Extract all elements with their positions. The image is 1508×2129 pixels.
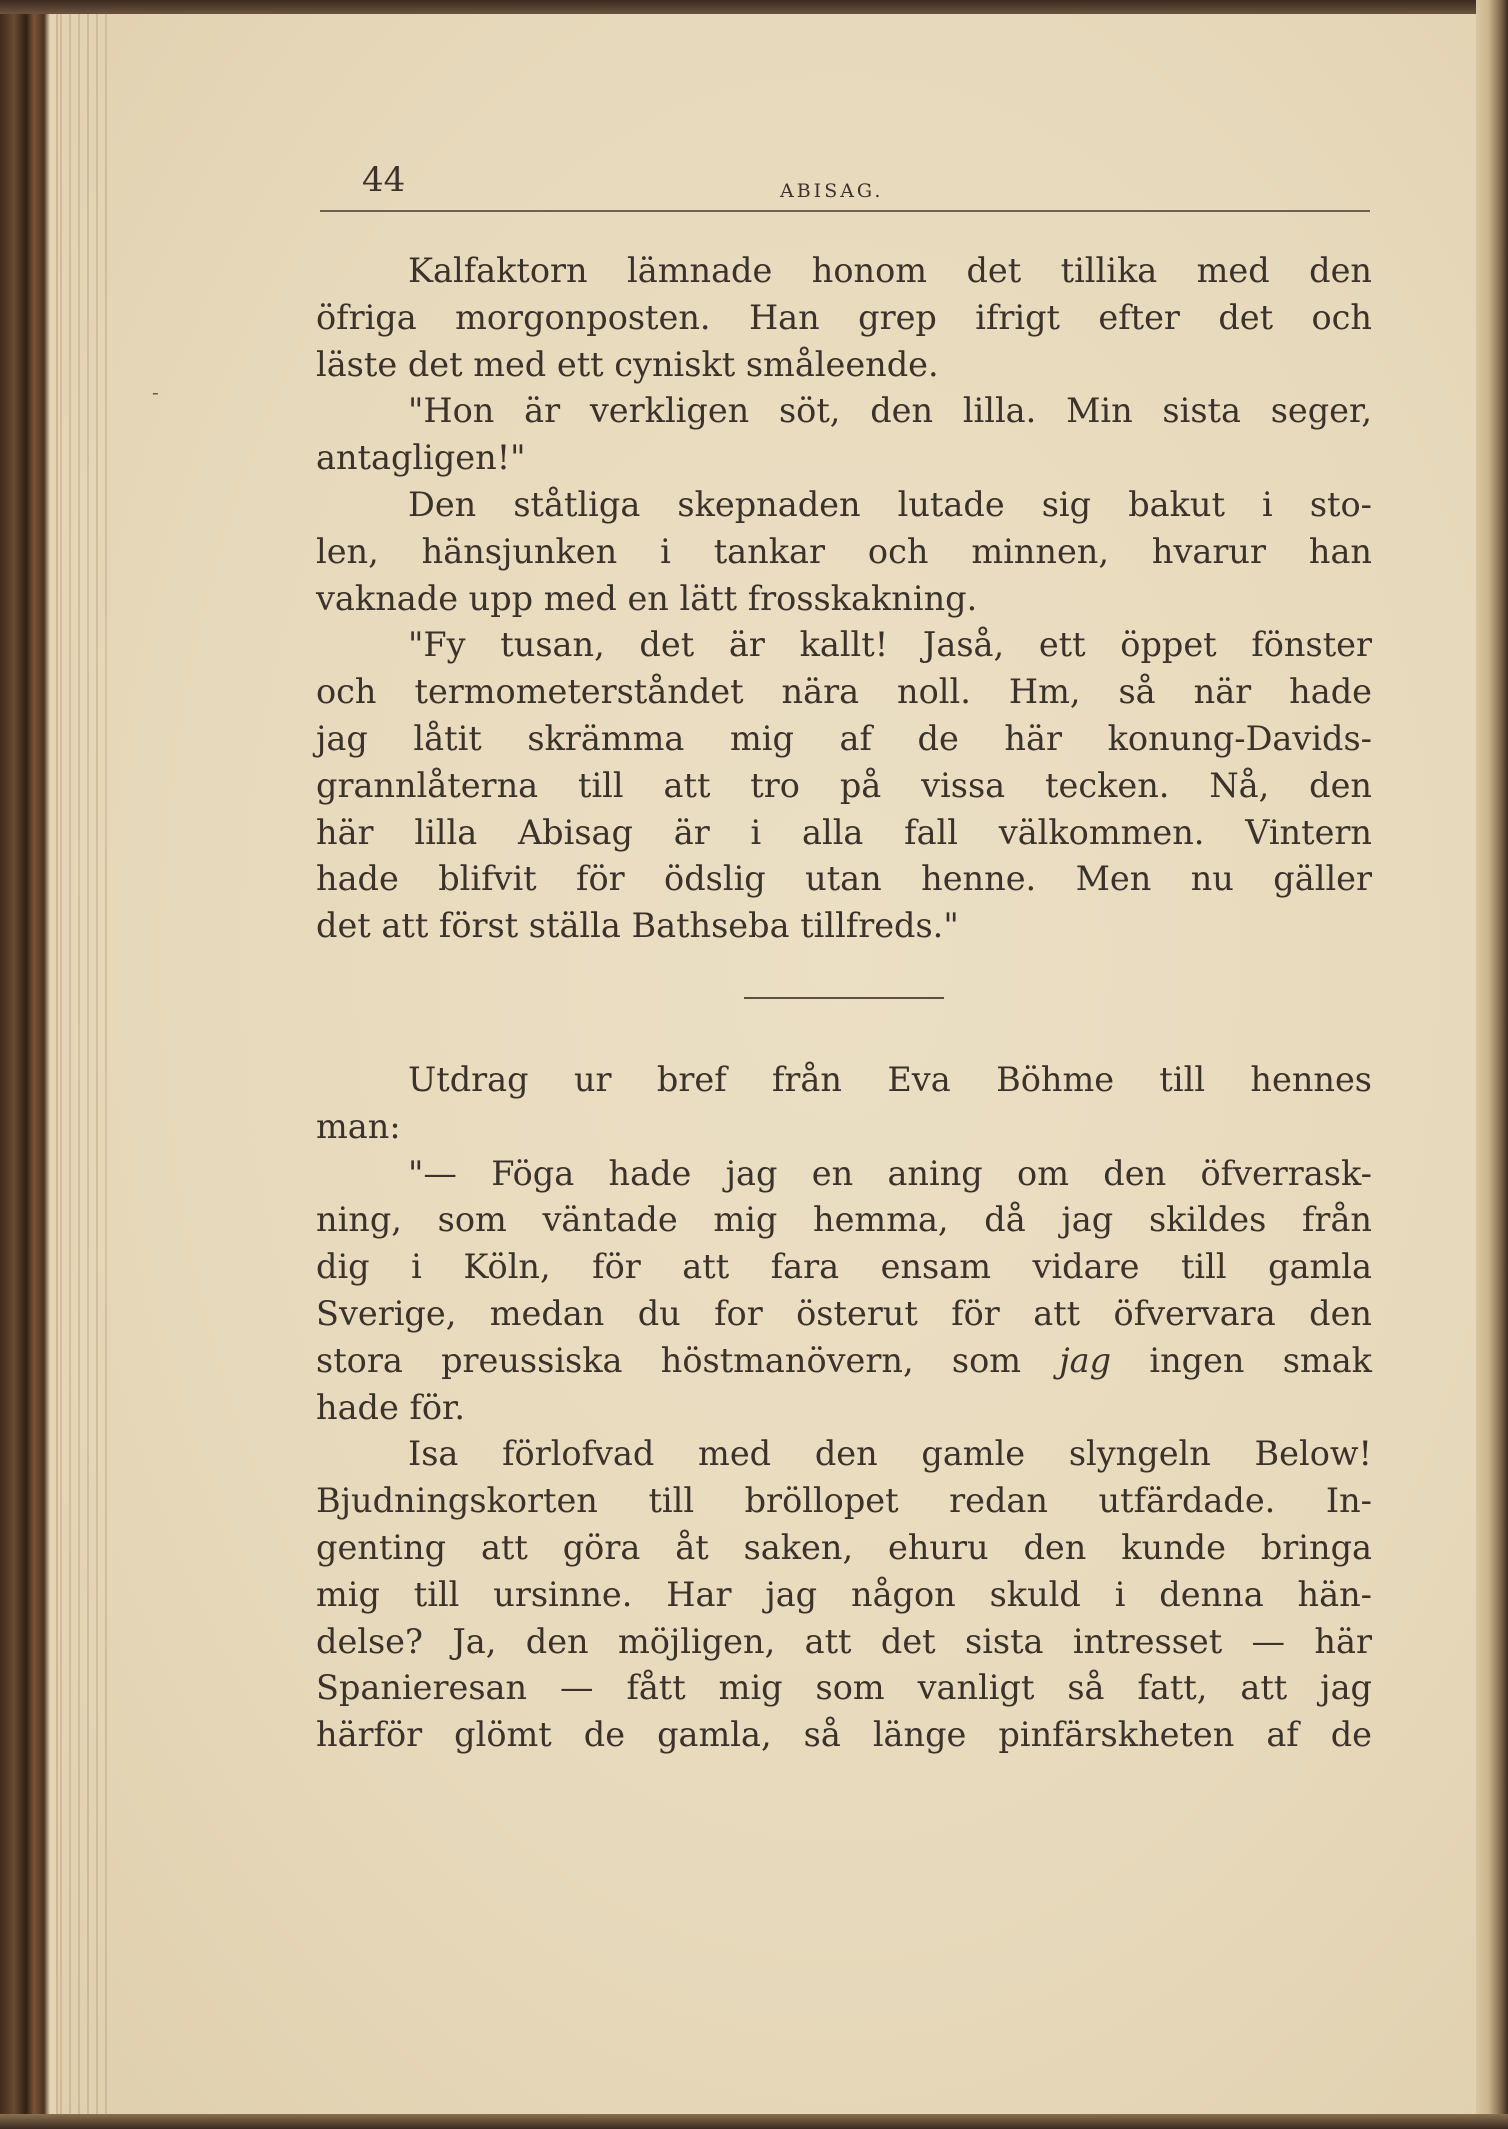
text-line — [316, 716, 1372, 763]
text-line — [316, 1525, 1372, 1572]
text-line — [316, 576, 1372, 623]
line-text: Bjudningskorten till bröllopet redan utfärdade. In- — [316, 1481, 1372, 1521]
line-text: öfriga morgonposten. Han grep ifrigt efter det och — [316, 297, 1372, 337]
line-text: delse? Ja, den möjligen, att det sista intresset — här — [316, 1621, 1372, 1661]
text-line — [316, 295, 1372, 342]
text-line — [316, 1057, 1372, 1104]
text-line — [316, 810, 1372, 857]
line-text: len, hänsjunken i tankar och minnen, hvarur han — [316, 531, 1372, 571]
top-edge — [0, 0, 1508, 14]
text-line — [316, 669, 1372, 716]
text-line — [316, 388, 1372, 435]
text-line — [316, 1197, 1372, 1244]
page-number: 44 — [362, 160, 406, 200]
line-text: man: — [316, 1106, 401, 1146]
line-text: Utdrag ur bref från Eva Böhme till hennes — [408, 1059, 1372, 1099]
line-text: hade blifvit för ödslig utan henne. Men nu gäller — [316, 859, 1372, 899]
line-text: och termometerståndet nära noll. Hm, så när hade — [316, 672, 1372, 712]
line-text: Isa förlofvad med den gamle slyngeln Below! — [408, 1434, 1372, 1474]
text-line — [316, 248, 1372, 295]
text-line — [316, 1244, 1372, 1291]
text-line — [316, 856, 1372, 903]
text-line — [316, 1572, 1372, 1619]
line-text: "Fy tusan, det är kallt! Jaså, ett öppet fönster — [408, 625, 1372, 665]
text-line — [316, 903, 1372, 950]
line-text: vaknade upp med en lätt frosskakning. — [316, 578, 978, 618]
text-line — [316, 1478, 1372, 1525]
text-line — [316, 529, 1372, 576]
line-text: antagligen!" — [316, 438, 526, 478]
body-text — [316, 248, 1372, 1759]
line-text: Sverige, medan du for österut för att öfvervara den — [316, 1293, 1372, 1333]
line-text: här lilla Abisag är i alla fall välkommen. Vintern — [316, 812, 1372, 852]
text-line — [316, 1385, 1372, 1432]
text-line — [316, 1665, 1372, 1712]
emphasis: jag — [1059, 1340, 1112, 1380]
line-text: dig i Köln, för att fara ensam vidare till gamla — [316, 1247, 1372, 1287]
line-text: jag låtit skrämma mig af de här konung-Davids- — [316, 718, 1372, 758]
text-line — [316, 1104, 1372, 1151]
line-text-tail: ingen smak — [1111, 1340, 1372, 1380]
text-line — [316, 482, 1372, 529]
text-line — [316, 622, 1372, 669]
line-text: "Hon är verkligen söt, den lilla. Min sista seger, — [408, 391, 1372, 431]
section-gap — [316, 999, 1372, 1057]
running-head: ABISAG. — [780, 180, 884, 202]
line-text: mig till ursinne. Har jag någon skuld i denna hän- — [316, 1574, 1372, 1614]
text-line — [316, 763, 1372, 810]
text-line — [316, 1151, 1372, 1198]
line-text: Spanieresan — fått mig som vanligt så fatt, att jag — [316, 1668, 1372, 1708]
line-text: Kalfaktorn lämnade honom det tillika med den — [408, 251, 1372, 290]
bottom-edge — [0, 2114, 1508, 2129]
line-text: härför glömt de gamla, så länge pinfärskheten af de — [316, 1715, 1372, 1755]
line-text: stora preussiska höstmanövern, som — [316, 1340, 1022, 1380]
margin-mark: - — [152, 380, 159, 404]
section-two — [316, 1057, 1372, 1759]
fore-edge — [1476, 0, 1508, 2129]
text-line — [316, 342, 1372, 389]
section-one — [316, 248, 1372, 950]
line-text: genting att göra åt saken, ehuru den kunde bringa — [316, 1527, 1372, 1567]
text-line — [316, 1619, 1372, 1666]
line-text: grannlåterna till att tro på vissa tecken. Nå, den — [316, 765, 1372, 805]
line-text: ning, som väntade mig hemma, då jag skildes från — [316, 1200, 1372, 1240]
line-text: hade för. — [316, 1387, 466, 1427]
text-line — [316, 1431, 1372, 1478]
line-text: det att först ställa Bathseba tillfreds." — [316, 906, 959, 946]
line-text: Den ståtliga skepnaden lutade sig bakut i sto- — [408, 484, 1372, 524]
page-header — [320, 158, 1370, 212]
text-line — [316, 1338, 1372, 1385]
line-text: läste det med ett cyniskt småleende. — [316, 344, 939, 384]
text-line — [316, 1712, 1372, 1759]
line-text: "— Föga hade jag en aning om den öfverrask- — [408, 1153, 1372, 1193]
gutter-shadow — [60, 14, 110, 2114]
text-line — [316, 435, 1372, 482]
text-line — [316, 1291, 1372, 1338]
